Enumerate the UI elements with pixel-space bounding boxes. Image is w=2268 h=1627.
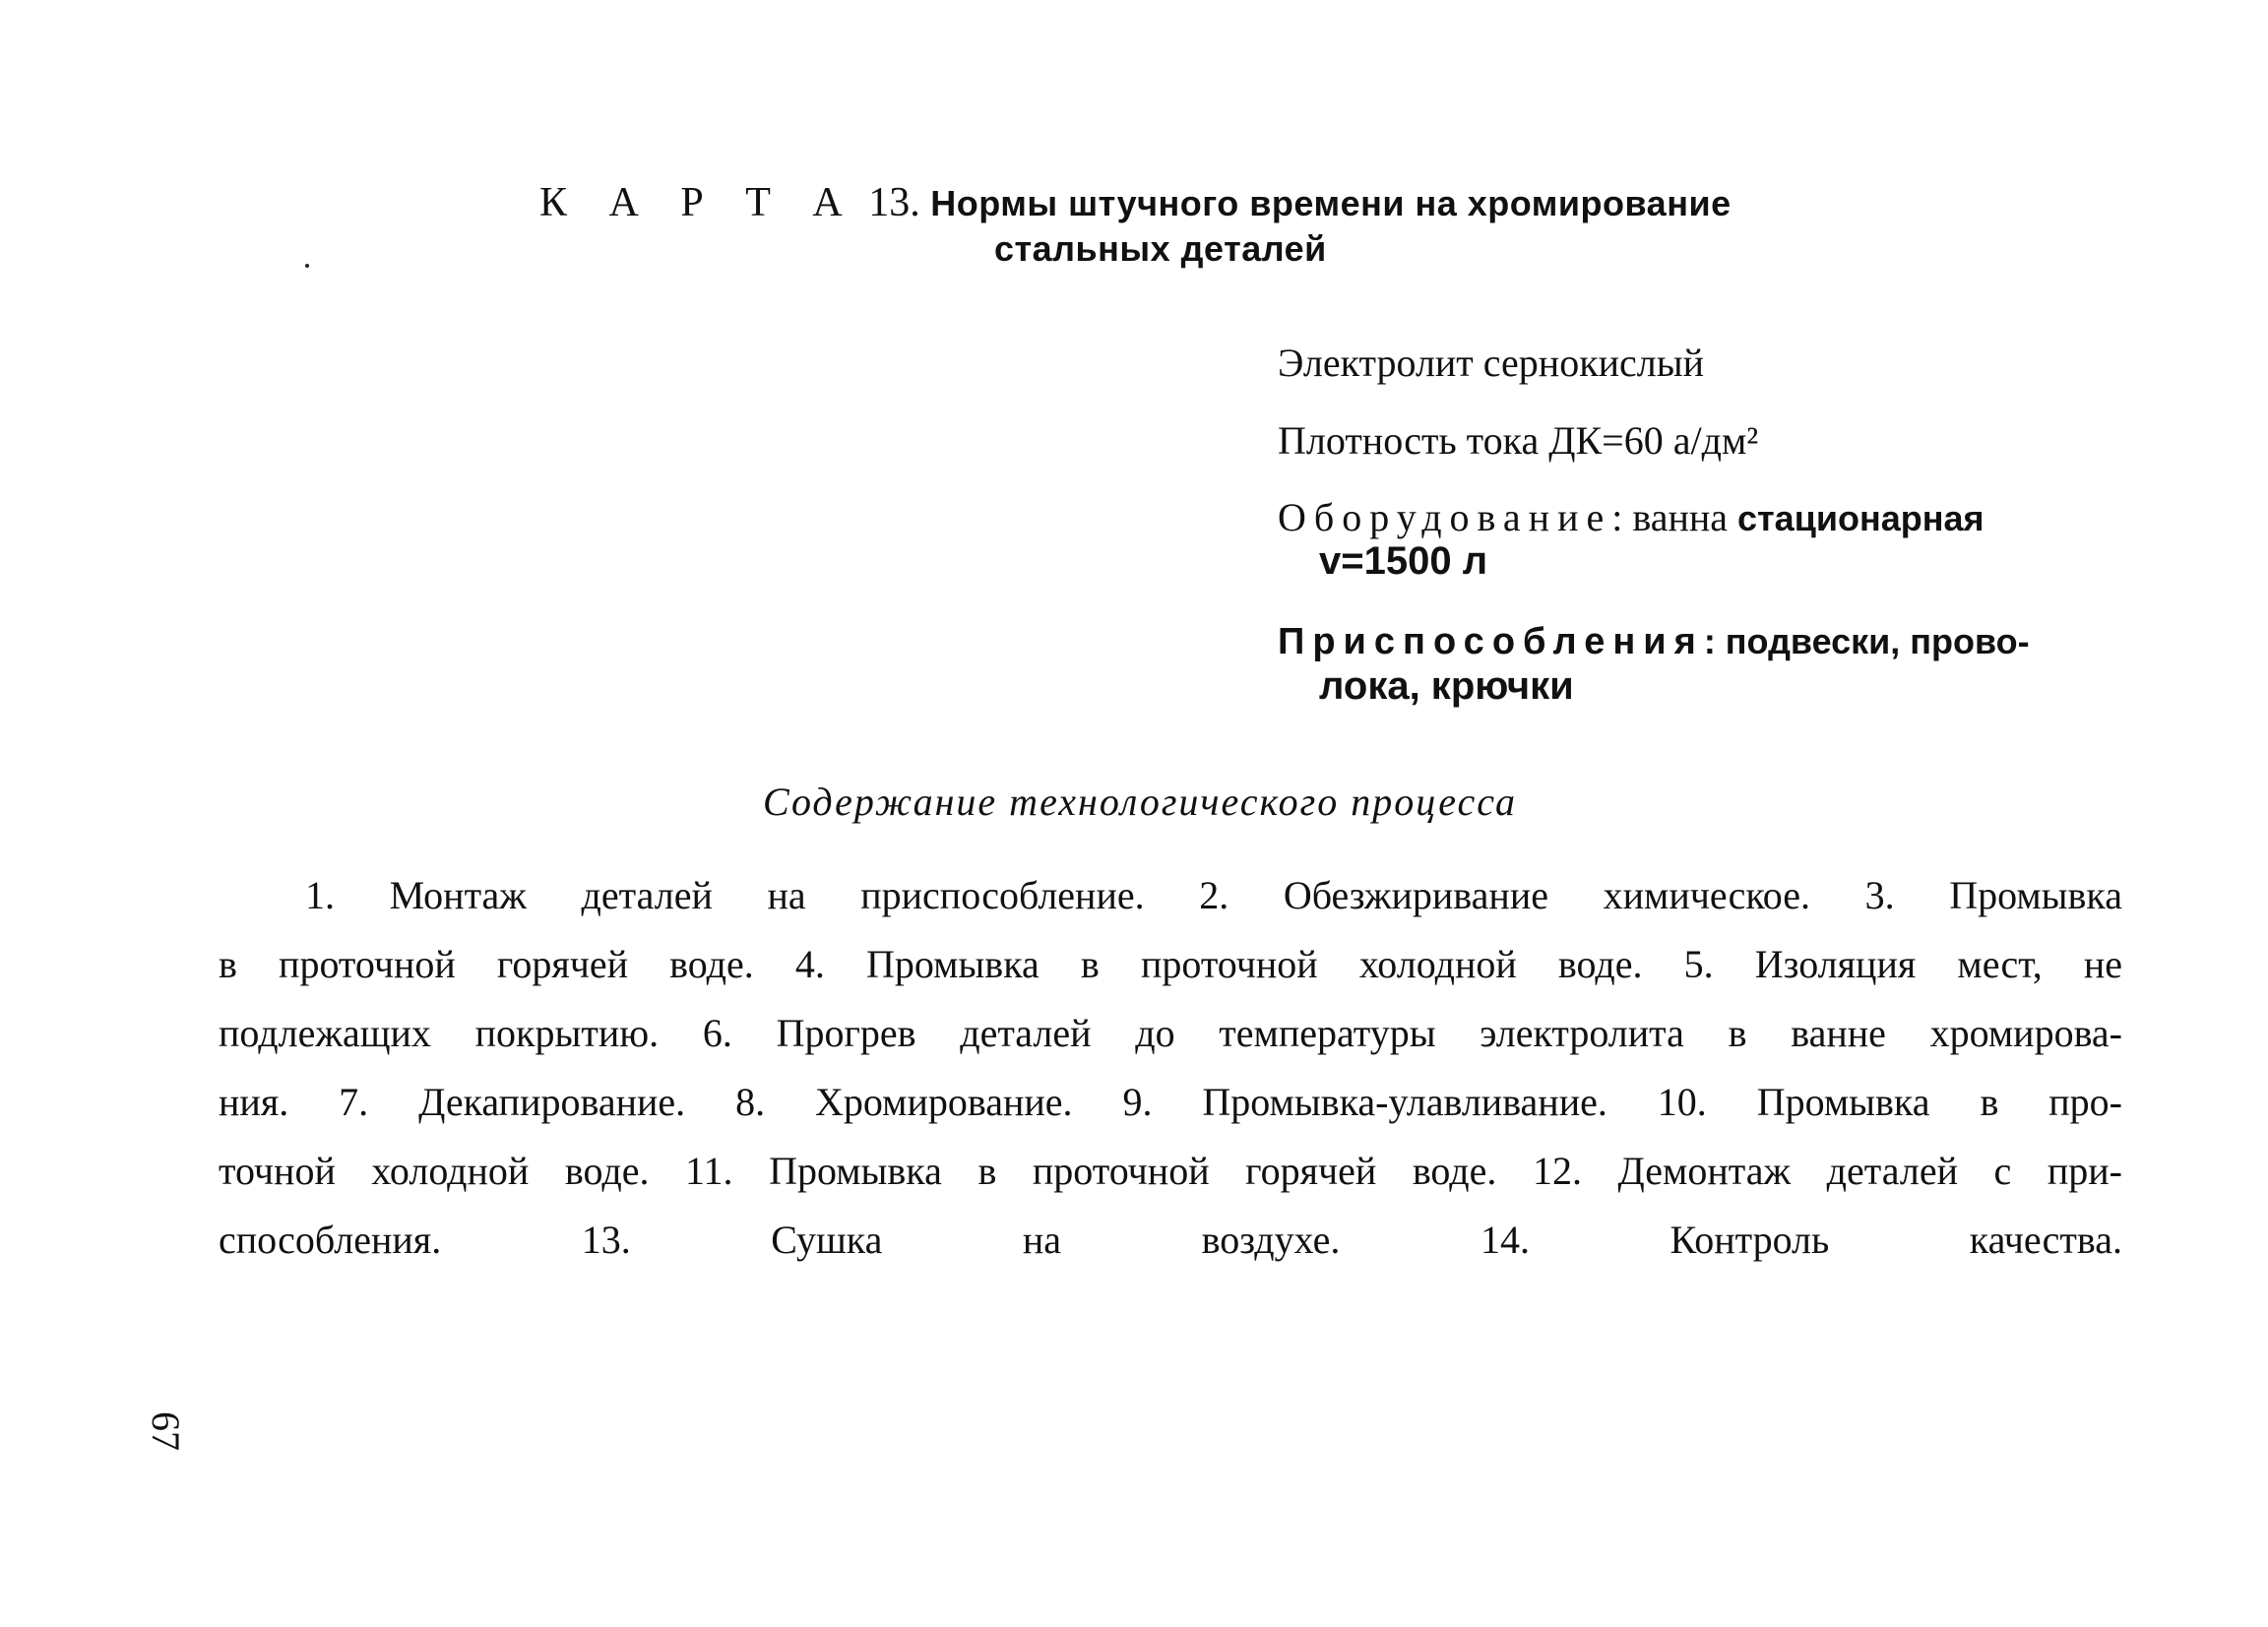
spec-equipment-text: : ванна: [1611, 495, 1738, 539]
card-title: [539, 177, 1732, 229]
spec-equipment-volume: v=1500 л: [1319, 539, 1488, 583]
process-line: способления. 13. Сушка на воздухе. 14. Контроль качества.: [219, 1218, 2122, 1262]
process-line: точной холодной воде. 11. Промывка в проточной горячей воде. 12. Демонтаж деталей с при-: [219, 1149, 2122, 1193]
card-title-prefix: К А Р Т А: [539, 180, 858, 225]
process-line: ния. 7. Декапирование. 8. Хромирование. 9. Промывка-улавливание. 10. Промывка в про-: [219, 1080, 2122, 1124]
spec-fixtures-continuation: лока, крючки: [1319, 664, 1574, 708]
card-number: 13.: [868, 180, 920, 225]
page-number: 67: [144, 1411, 188, 1451]
spec-equipment-bold: стационарная: [1737, 498, 1984, 538]
spec-equipment-term: Оборудование: [1278, 495, 1612, 539]
spec-equipment: [1278, 495, 1984, 541]
process-heading: Содержание технологического процесса: [763, 780, 1517, 824]
spec-fixtures-term: Приспособления: [1278, 621, 1704, 662]
process-line: в проточной горячей воде. 4. Промывка в проточной холодной воде. 5. Изоляция мест, не: [219, 942, 2122, 986]
card-title-bold-line1: Нормы штучного времени на хромирование: [930, 183, 1732, 223]
card-title-bold-line2: стальных деталей: [994, 228, 1327, 269]
process-line: подлежащих покрытию. 6. Прогрев деталей до температуры электролита в ванне хромирова-: [219, 1011, 2122, 1055]
spec-fixtures: [1278, 618, 2030, 664]
print-speck: [305, 264, 309, 268]
process-line: 1. Монтаж деталей на приспособление. 2. Обезжиривание химическое. 3. Промывка: [305, 873, 2122, 917]
spec-current-density: Плотность тока ДК=60 а/дм²: [1278, 418, 1759, 463]
spec-fixtures-text: : подвески, прово-: [1703, 621, 2030, 661]
spec-electrolyte: Электролит сернокислый: [1278, 341, 1705, 385]
